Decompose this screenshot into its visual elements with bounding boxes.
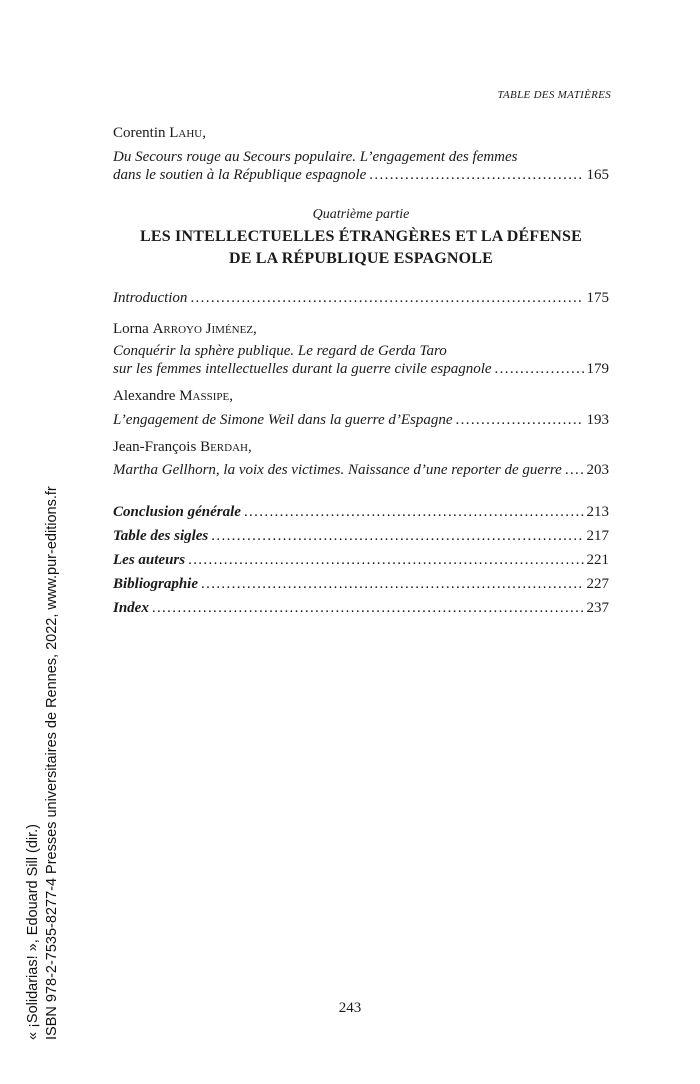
leader-dots <box>190 289 583 307</box>
toc-entry-conclusion[interactable] <box>113 503 609 521</box>
toc-title-line: Conquérir la sphère publique. Le regard de Gerda Taro <box>113 343 447 359</box>
toc-title-line: Martha Gellhorn, la voix des victimes. Naissance d’une reporter de guerre <box>113 462 562 478</box>
page-number: 203 <box>586 462 609 478</box>
part-label: Quatrième partie <box>312 207 410 222</box>
page-number: 165 <box>586 167 609 183</box>
part-title-line-2: DE LA RÉPUBLIQUE ESPAGNOLE <box>228 250 494 267</box>
toc-author-berdah <box>113 438 252 456</box>
page-number: 213 <box>586 504 609 520</box>
author-last-name: Massipe, <box>179 388 233 404</box>
toc-entry-label: Introduction <box>113 290 188 306</box>
leader-dots <box>565 461 584 479</box>
toc-author-massipe <box>113 387 233 405</box>
imprint-line-1: « ¡Solidarias! », Edouard Sill (dir.) <box>25 824 41 1040</box>
leader-dots <box>211 527 583 545</box>
author-last-name: Berdah, <box>200 439 252 455</box>
page-folio: 243 <box>338 1000 362 1016</box>
toc-entry-label: Les auteurs <box>113 552 186 568</box>
toc-entry-label: Conclusion générale <box>113 504 241 520</box>
toc-entry-massipe[interactable] <box>113 411 609 429</box>
author-first-name: Lorna <box>113 321 149 337</box>
toc-entry-berdah[interactable] <box>113 461 609 479</box>
toc-entry-lahu[interactable] <box>113 166 609 184</box>
running-head: TABLE DES MATIÈRES <box>497 89 611 101</box>
toc-title-line: L’engagement de Simone Weil dans la guerre d’Espagne <box>113 412 453 428</box>
page-number: 227 <box>586 576 609 592</box>
toc-entry-introduction[interactable] <box>113 289 609 307</box>
author-first-name: Jean-François <box>113 439 197 455</box>
toc-title-line: Du Secours rouge au Secours populaire. L’engagement des femmes <box>113 149 518 165</box>
leader-dots <box>495 360 584 378</box>
page-number: 237 <box>586 600 609 616</box>
toc-entry-index[interactable] <box>113 599 609 617</box>
leader-dots <box>456 411 584 429</box>
leader-dots <box>244 503 584 521</box>
toc-entry-label: Table des sigles <box>113 528 209 544</box>
toc-entry-auteurs[interactable] <box>113 551 609 569</box>
toc-entry-label: Index <box>113 600 149 616</box>
toc-entry-sigles[interactable] <box>113 527 609 545</box>
author-first-name: Alexandre <box>113 388 176 404</box>
imprint-line-2: ISBN 978-2-7535-8277-4 Presses universitaires de Rennes, 2022, www.pur-editions.fr <box>44 486 60 1040</box>
leader-dots <box>369 166 583 184</box>
page-number: 179 <box>586 361 609 377</box>
page-number: 217 <box>586 528 609 544</box>
author-first-name: Corentin <box>113 125 166 141</box>
leader-dots <box>201 575 583 593</box>
toc-entry-label: Bibliographie <box>113 576 199 592</box>
toc-title-line: sur les femmes intellectuelles durant la guerre civile espagnole <box>113 361 492 377</box>
toc-entry-arroyo[interactable] <box>113 360 609 378</box>
toc-title-line: dans le soutien à la République espagnole <box>113 167 367 183</box>
toc-entry-bibliographie[interactable] <box>113 575 609 593</box>
page-number: 193 <box>586 412 609 428</box>
toc-author-lahu <box>113 124 206 142</box>
toc-author-arroyo <box>113 320 257 338</box>
leader-dots <box>152 599 584 617</box>
author-last-name: Arroyo Jiménez, <box>152 321 257 337</box>
page-number: 221 <box>586 552 609 568</box>
page-number: 175 <box>586 290 609 306</box>
author-last-name: Lahu, <box>169 125 206 141</box>
part-title-line-1: LES INTELLECTUELLES ÉTRANGÈRES ET LA DÉFENSE <box>140 228 582 245</box>
leader-dots <box>188 551 583 569</box>
